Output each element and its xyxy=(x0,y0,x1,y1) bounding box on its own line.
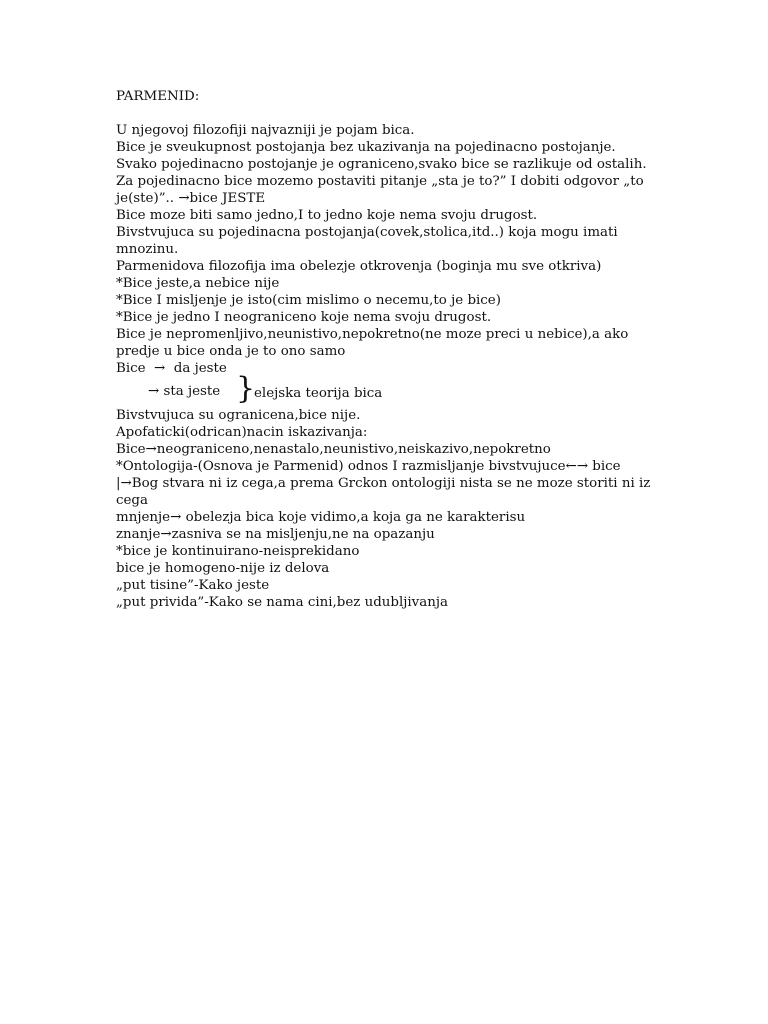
elejska-teorija-label: elejska teorija bica xyxy=(254,386,383,401)
text-line: Bivstvujuca su pojedinacna postojanja(covek,stolica,itd..) koja mogu imati mnozinu. xyxy=(116,225,618,257)
blank-line xyxy=(116,105,656,122)
text-line: Apofaticki(odrican)nacin iskazivanja: xyxy=(116,425,368,440)
document-title: PARMENID: xyxy=(116,89,200,104)
text-line: Bice je nepromenljivo,neunistivo,nepokretno(ne moze preci u nebice),a ako predje u bice onda je to ono samo xyxy=(116,327,629,359)
text-line: *Bice I misljenje je isto(cim mislimo o necemu,to je bice) xyxy=(116,293,501,308)
document-page xyxy=(116,88,656,611)
text-line: znanje→zasniva se na misljenju,ne na opazanju xyxy=(116,527,435,542)
text-line: Bivstvujuca su ogranicena,bice nije. xyxy=(116,408,361,423)
text-line: „put privida”-Kako se nama cini,bez udubljivanja xyxy=(116,595,448,610)
text-line: Bice→neograniceno,nenastalo,neunistivo,neiskazivo,nepokretno xyxy=(116,442,551,457)
text-line: Svako pojedinacno postojanje je ograniceno,svako bice se razlikuje od ostalih. xyxy=(116,157,647,172)
elejska-teorija-group xyxy=(116,371,656,407)
text-line: mnjenje→ obelezja bica koje vidimo,a koja ga ne karakterisu xyxy=(116,510,526,525)
text-line: *Bice jeste,a nebice nije xyxy=(116,276,280,291)
curly-brace-icon: } xyxy=(236,371,256,406)
text-line: *Bice je jedno I neograniceno koje nema svoju drugost. xyxy=(116,310,492,325)
text-line: *bice je kontinuirano-neisprekidano xyxy=(116,544,360,559)
bice-da-jeste-line: Bice → da jeste xyxy=(116,361,227,376)
text-line: „put tisine”-Kako jeste xyxy=(116,578,270,593)
text-line: Za pojedinacno bice mozemo postaviti pitanje „sta je to?” I dobiti odgovor „to je(ste)”.. →bice JESTE xyxy=(116,174,644,206)
text-line: bice je homogeno-nije iz delova xyxy=(116,561,330,576)
text-line: *Ontologija-(Osnova je Parmenid) odnos I razmisljanje bivstvujuce←→ bice xyxy=(116,459,621,474)
text-line: Parmenidova filozofija ima obelezje otkrovenja (boginja mu sve otkriva) xyxy=(116,259,602,274)
sta-jeste-line: → sta jeste xyxy=(148,384,221,399)
text-line: U njegovoj filozofiji najvazniji je pojam bica. xyxy=(116,123,415,138)
text-line: Bice je sveukupnost postojanja bez ukazivanja na pojedinacno postojanje. xyxy=(116,140,616,155)
text-line: |→Bog stvara ni iz cega,a prema Grckon ontologiji nista se ne moze storiti ni iz cega xyxy=(116,476,651,508)
text-line: Bice moze biti samo jedno,I to jedno koje nema svoju drugost. xyxy=(116,208,538,223)
